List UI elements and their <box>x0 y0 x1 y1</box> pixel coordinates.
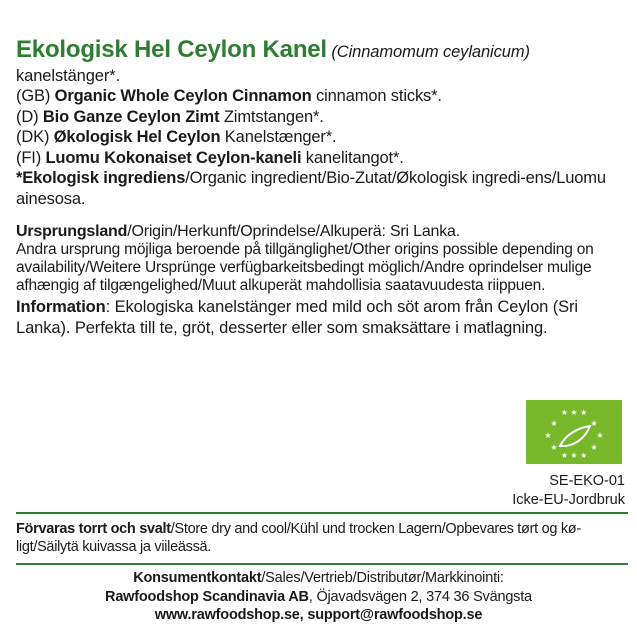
svg-text:★: ★ <box>590 419 598 428</box>
eko-code: SE-EKO-01 <box>549 473 625 489</box>
origin-block <box>16 222 628 295</box>
product-title: Ekologisk Hel Ceylon Kanel <box>16 36 327 63</box>
latin-name: (Cinnamomum ceylanicum) <box>331 43 530 61</box>
origin-note: Andra ursprung möjliga beroende på tillgänglighet/Other origins possible depending on availability/Weitere Ursprünge verfügbarkeitsbedingt möglich/Andre oprindelser mulige afhængig af tilgængelighed/Muut alkuperät mahdollisia saatavuudesta riippuen. <box>16 241 594 294</box>
translation-d: (D) Bio Ganze Ceylon Zimt Zimtstangen*. <box>16 107 324 126</box>
translation-fi: (FI) Luomu Kokonaiset Ceylon-kaneli kanelitangot*. <box>16 148 404 167</box>
web-and-email: www.rawfoodshop.se, support@rawfoodshop.se <box>154 607 483 623</box>
translations-list <box>16 86 628 209</box>
svg-text:★: ★ <box>596 431 604 440</box>
eu-organic-leaf-icon <box>526 400 622 464</box>
agriculture-origin: Icke-EU-Jordbruk <box>512 492 625 508</box>
contact-block <box>0 569 637 625</box>
title-suffix: kanelstänger*. <box>16 67 121 85</box>
divider-bottom <box>16 563 628 565</box>
svg-text:★: ★ <box>544 431 552 440</box>
contact-heading: Konsumentkontakt/Sales/Vertrieb/Distributør/Markkinointi: <box>133 570 504 586</box>
svg-text:★: ★ <box>590 443 598 452</box>
svg-text:★ ★ ★: ★ ★ ★ <box>560 408 588 417</box>
origin-country: Ursprungsland/Origin/Herkunft/Oprindelse/Alkuperä: Sri Lanka. <box>16 223 460 240</box>
svg-text:★: ★ <box>550 419 558 428</box>
certification-text <box>512 472 625 510</box>
storage-block: Förvaras torrt och svalt/Store dry and cool/Kühl und trocken Lagern/Opbevares tørt og kø-ligt/Säilytä kuivassa ja viileässä. <box>16 521 581 555</box>
divider-top <box>16 512 628 514</box>
product-title-block <box>16 38 628 88</box>
organic-ingredient-note: *Ekologisk ingrediens/Organic ingredient/Bio-Zutat/Økologisk ingredi-ens/Luomu ainesosa. <box>16 169 606 208</box>
information-block: Information: Ekologiska kanelstänger med mild och söt arom från Ceylon (Sri Lanka). Perfekta till te, gröt, desserter eller som smaksättare i matlagning. <box>16 298 578 337</box>
translation-gb: (GB) Organic Whole Ceylon Cinnamon cinnamon sticks*. <box>16 87 442 105</box>
translation-dk: (DK) Økologisk Hel Ceylon Kanelstænger*. <box>16 128 337 146</box>
svg-text:★ ★ ★: ★ ★ ★ <box>560 451 588 460</box>
company-address: Rawfoodshop Scandinavia AB, Öjavadsvägen 2, 374 36 Svängsta <box>105 588 532 605</box>
svg-text:★: ★ <box>550 443 558 452</box>
